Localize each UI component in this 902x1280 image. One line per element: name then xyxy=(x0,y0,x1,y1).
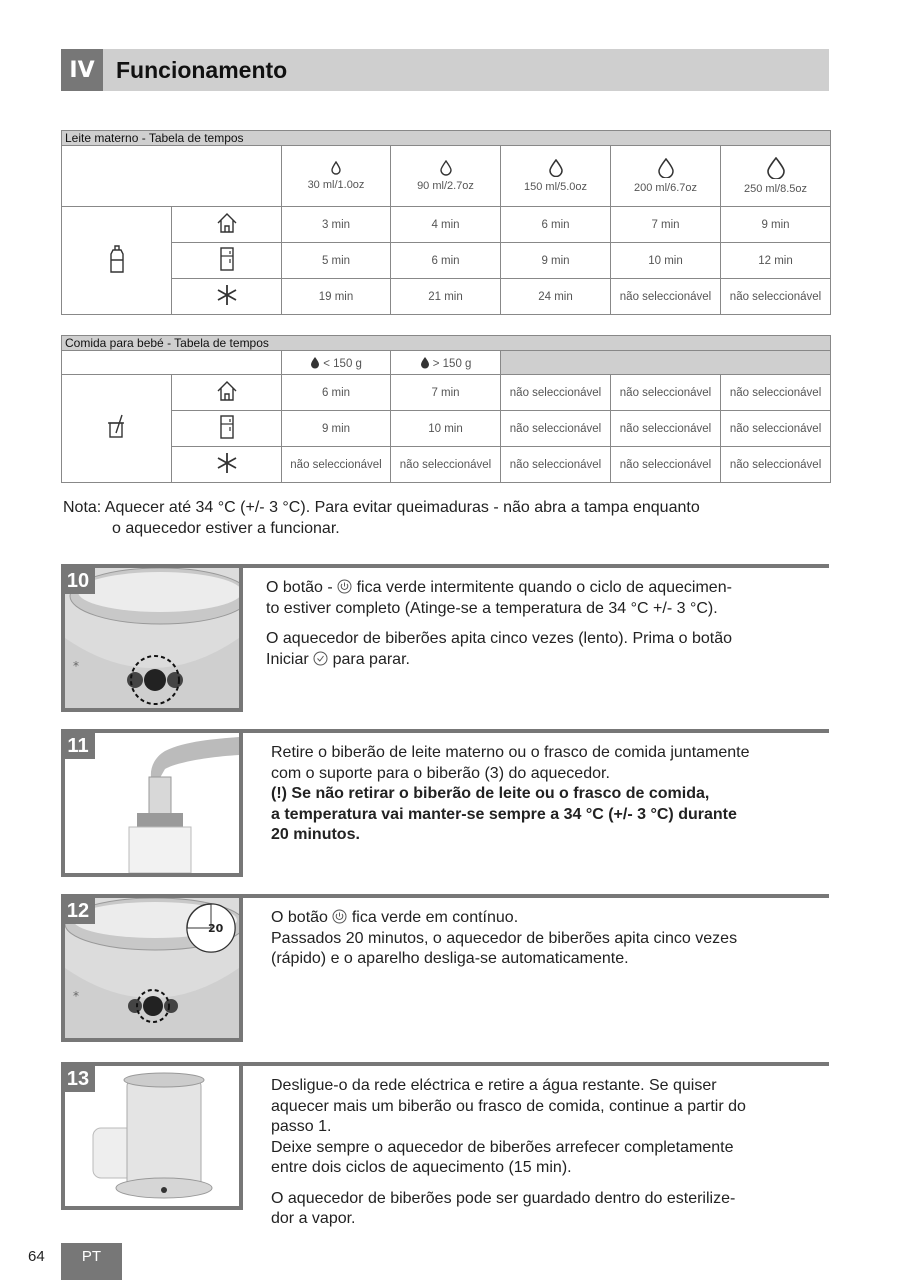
weight-header: < 150 g xyxy=(282,351,391,375)
milk-time-table: Leite materno - Tabela de tempos 30 ml/1.0oz 90 ml/2.7oz 150 ml/5.0oz 200 ml/6.7oz 250 ml/8.5oz 3 min 4 min 6 min 7 min 9 min 5 min 6 min 9 min 10 min 12 min 19 min 21 min 24 min não seleccionável não seleccionável xyxy=(61,130,831,315)
start-check-icon xyxy=(313,651,328,666)
step-number: 12 xyxy=(61,898,95,924)
step-text: O botão fica verde em contínuo. Passados 20 minutos, o aquecedor de biberões apita cinco vezes (rápido) e o aparelho desliga-se automaticamente. xyxy=(271,909,738,967)
snowflake-icon xyxy=(172,447,282,483)
section-number: IV xyxy=(61,49,103,91)
step-10 xyxy=(61,564,829,712)
volume-header: 150 ml/5.0oz xyxy=(501,146,611,207)
drop-icon xyxy=(440,160,452,176)
baby-bottle-icon xyxy=(62,207,172,315)
drop-icon xyxy=(310,356,320,369)
step-number: 10 xyxy=(61,568,95,594)
room-temp-icon xyxy=(172,375,282,411)
fridge-icon xyxy=(172,411,282,447)
food-time-table: Comida para bebé - Tabela de tempos < 150 g > 150 g 6 min 7 min não seleccionável não seleccionável não seleccionável 9 min 10 min não seleccionável não seleccionável não seleccionável não seleccionável não seleccionável não seleccionável não seleccionável não seleccionável xyxy=(61,335,831,483)
svg-text:*: * xyxy=(73,659,79,673)
page-title: Funcionamento xyxy=(116,57,288,83)
drop-icon xyxy=(767,157,785,179)
step-number: 11 xyxy=(61,733,95,759)
power-icon xyxy=(332,909,347,924)
food-jar-icon xyxy=(62,375,172,483)
room-temp-icon xyxy=(172,207,282,243)
svg-text:*: * xyxy=(73,989,79,1003)
volume-header: 90 ml/2.7oz xyxy=(391,146,501,207)
step-11 xyxy=(61,729,829,877)
step-text: Desligue-o da rede eléctrica e retire a água restante. Se quiser aquecer mais um biberão ou frasco de comida, continue a partir do passo 1. Deixe sempre o aquecedor de biberões arrefecer completamente entre dois ciclos de aquecimento (15 min). O aquecedor de biberões pode ser guardado dentro do esterilize- dor a vapor. xyxy=(271,1077,746,1227)
step-text: Retire o biberão de leite materno ou o frasco de comida juntamente com o suporte para o biberão (3) do aquecedor. (!) Se não retirar o biberão de leite ou o frasco de comida, a temperatura vai manter-se sempre a 34 °C (+/- 3 °C) durante 20 minutos. xyxy=(271,744,750,843)
power-icon xyxy=(337,579,352,594)
timer-label: 20 xyxy=(208,922,224,935)
volume-header: 200 ml/6.7oz xyxy=(611,146,721,207)
step-13 xyxy=(61,1062,829,1227)
drop-icon xyxy=(420,356,430,369)
volume-header: 30 ml/1.0oz xyxy=(282,146,391,207)
fridge-icon xyxy=(172,243,282,279)
step-12 xyxy=(61,894,829,1042)
milk-table-caption: Leite materno - Tabela de tempos xyxy=(62,131,831,146)
step-number: 13 xyxy=(61,1066,95,1092)
step-text: O botão - fica verde intermitente quando o ciclo de aquecimen- to estiver completo (Atinge-se a temperatura de 34 °C +/- 3 °C). O aquecedor de biberões apita cinco vezes (lento). Prima o botão Iniciar para parar. xyxy=(266,579,733,668)
drop-icon xyxy=(549,159,563,177)
section-header xyxy=(61,49,829,91)
food-table-caption: Comida para bebé - Tabela de tempos xyxy=(62,336,831,351)
drop-icon xyxy=(331,161,341,175)
snowflake-icon xyxy=(172,279,282,315)
page-number: 64 xyxy=(28,1248,45,1265)
language-tab: PT xyxy=(61,1243,122,1280)
weight-header: > 150 g xyxy=(391,351,501,375)
volume-header: 250 ml/8.5oz xyxy=(721,146,831,207)
note: Nota: Aquecer até 34 °C (+/- 3 °C). Para evitar queimaduras - não abra a tampa enquanto o aquecedor estiver a funcionar. xyxy=(63,499,700,537)
drop-icon xyxy=(658,158,674,178)
